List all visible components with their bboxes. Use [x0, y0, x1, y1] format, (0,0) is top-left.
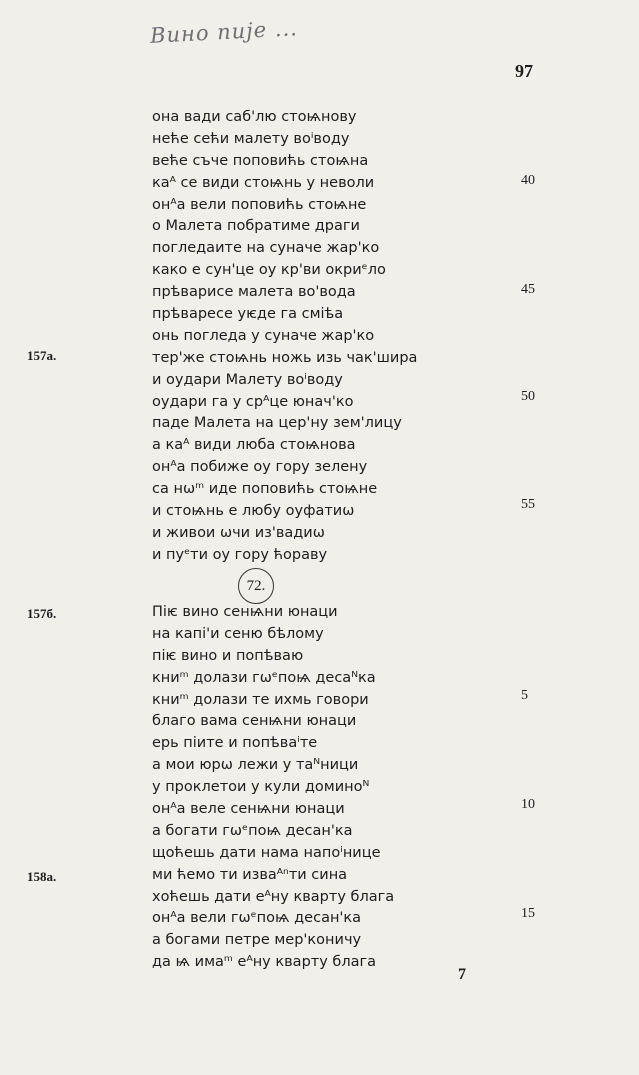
verse-line: ерь піите и попѣваⁱте: [152, 735, 318, 752]
line-number: 15: [521, 906, 535, 921]
verse-block-b: [152, 602, 472, 974]
line-number: 40: [521, 173, 535, 188]
page-number: 97: [515, 61, 533, 81]
line-number: 5: [521, 688, 528, 703]
verse-line: у проклетои у кули доминоᴺ: [152, 779, 370, 796]
verse-line: прѣварисе малета во'вода: [152, 284, 356, 301]
verse-line: како е сун'це оу кр'ви окриᵉло: [152, 262, 386, 279]
line-number: 45: [521, 282, 535, 297]
verse-line: нећe сећи малету воⁱводу: [152, 130, 350, 147]
verse-line: и пуᵉти оу гору ћораву: [152, 546, 328, 563]
verse-line: са нѡᵐ иде поповићь стоѩне: [152, 481, 378, 498]
line-number: 10: [521, 797, 535, 812]
verse-line: и оудари Малету воⁱводу: [152, 371, 343, 388]
verse-line: онь погледа у суначе жар'ко: [152, 327, 375, 344]
verse-line: и стоѩнь е любу оуфатиѡ: [152, 503, 355, 520]
verse-line: піѥ вино и попѣваю: [152, 647, 304, 664]
verse-line: хоћешь дати еᴬну кварту блага: [152, 888, 395, 905]
handwritten-note: Вино пије ...: [149, 16, 299, 48]
line-number: 50: [521, 389, 535, 404]
verse-line: ми ћемо ти изваᴬⁿти сина: [152, 866, 348, 883]
verse-block-a: [152, 107, 472, 567]
verse-line: онᴬа побиже оу гору зелену: [152, 459, 368, 476]
verse-line: онᴬа веле сенѩни юнаци: [152, 801, 345, 818]
verse-line: она вади саб'лю стоѩнову: [152, 109, 357, 125]
verse-line: каᴬ се види стоѩнь у неволи: [152, 174, 375, 191]
poem-number: 72.: [238, 568, 274, 604]
margin-folio-ref: 158a.: [27, 869, 57, 884]
verse-line: паде Малета на цер'ну зем'лицу: [152, 415, 402, 432]
verse-line: а каᴬ види люба стоѩнова: [152, 437, 356, 454]
verse-line: веће съче поповићь стоѩна: [152, 152, 369, 169]
verse-line: о Малета побратиме драги: [152, 218, 360, 235]
signature-mark: 7: [458, 966, 466, 983]
verse-line: погледаите на суначе жар'ко: [152, 240, 380, 257]
verse-line: на капі'и сеню бѣлому: [152, 625, 324, 642]
verse-line: прѣваресе уѥде га сміѣа: [152, 306, 344, 323]
verse-line: книᵐ долази те ихмь говори: [152, 691, 369, 708]
verse-line: онᴬа вели гѡᵉпоѩ десан'ка: [152, 910, 362, 927]
verse-line: тер'же стоѩнь ножь изь чак'шира: [152, 349, 418, 366]
verse-line: щоћешь дати нама напоⁱнице: [152, 844, 381, 861]
verse-line: а богами петре мер'коничу: [152, 932, 362, 949]
verse-line: Піѥ вино сенѩни юнаци: [152, 604, 338, 620]
verse-line: а богати гѡᵉпоѩ десан'ка: [152, 822, 353, 839]
verse-line: оудари га у срᴬце юнач'ко: [152, 393, 354, 410]
verse-line: онᴬа вели поповићь стоѩне: [152, 196, 367, 213]
verse-line: а мои юрѡ лежи у таᴺници: [152, 757, 359, 774]
verse-line: и живои ѡчи из'вадиѡ: [152, 524, 325, 541]
margin-folio-ref: 157б.: [27, 606, 57, 621]
verse-line: благо вама сенѩни юнаци: [152, 713, 357, 730]
line-number: 55: [521, 497, 535, 512]
verse-line: книᵐ долази гѡᵉпоѩ десаᴺка: [152, 669, 376, 686]
margin-folio-ref: 157a.: [27, 348, 57, 363]
verse-line: да ѩ имаᵐ еᴬну кварту блага: [152, 954, 377, 971]
